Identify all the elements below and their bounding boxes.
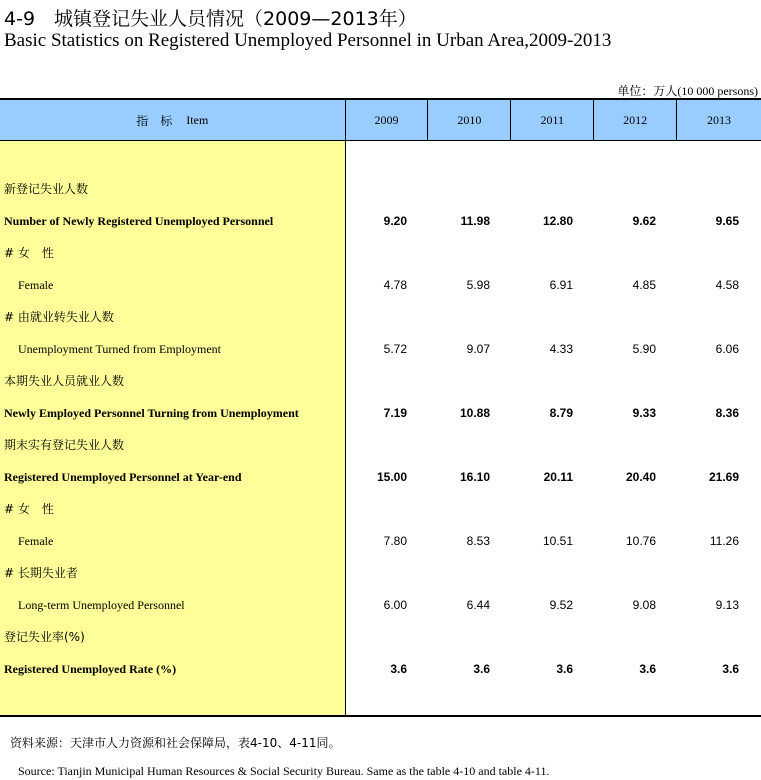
row-label-cn-female-1: # 女 性 [4,246,54,260]
row-label-en-newly-registered: Number of Newly Registered Unemployed Personnel [4,214,274,228]
header-item-english: Item [186,112,209,127]
value-cell: 9.33 [632,406,656,420]
value-cell: 9.08 [632,598,656,612]
value-cell: 8.79 [549,406,573,420]
value-cell: 8.53 [466,534,490,548]
value-cell: 5.98 [466,278,490,292]
value-cell: 9.52 [549,598,573,612]
row-label-cn-unemployed-rate: 登记失业率(%) [4,630,85,644]
values-area [346,141,761,715]
header-item-chinese: 指 标 [136,113,173,128]
value-cell: 3.6 [639,662,656,676]
value-cell: 8.36 [715,406,739,420]
page-title-chinese: 4-9 城镇登记失业人员情况（2009—2013年） [4,8,417,30]
value-cell: 10.76 [625,534,656,548]
source-note-chinese: 资料来源：天津市人力资源和社会保障局，表4-10、4-11同。 [10,736,341,750]
row-label-cn-female-2: # 女 性 [4,502,54,516]
value-cell: 4.58 [715,278,739,292]
value-cell: 12.80 [542,214,573,228]
unit-label-english: (10 000 persons) [677,84,758,98]
table-row [346,468,761,486]
table-header-row [0,100,761,141]
value-cell: 7.80 [383,534,407,548]
header-year-2012: 2012 [594,100,677,140]
table-row [346,276,761,294]
header-year-2009: 2009 [346,100,429,140]
value-cell: 10.51 [542,534,573,548]
value-cell: 9.62 [632,214,656,228]
value-cell: 5.72 [383,342,407,356]
header-item-cell [0,100,346,140]
table-row [346,340,761,358]
value-cell: 9.13 [715,598,739,612]
table-row [346,532,761,550]
value-cell: 10.88 [459,406,490,420]
value-cell: 4.33 [549,342,573,356]
row-label-en-unemployed-rate: Registered Unemployed Rate (%) [4,662,177,676]
value-cell: 9.65 [715,214,739,228]
table-body [0,141,761,715]
value-cell: 5.90 [632,342,656,356]
value-cell: 9.07 [466,342,490,356]
value-cell: 21.69 [708,470,739,484]
row-label-en-female-2: Female [18,534,54,548]
value-cell: 3.6 [390,662,407,676]
unit-label-chinese: 单位：万人 [617,84,678,98]
header-year-2011: 2011 [511,100,594,140]
row-label-cn-year-end: 期末实有登记失业人数 [4,438,125,452]
row-label-en-turned-from-employment: Unemployment Turned from Employment [18,342,221,356]
value-cell: 4.85 [632,278,656,292]
value-cell: 11.26 [709,534,739,548]
value-cell: 9.20 [383,214,407,228]
value-cell: 3.6 [722,662,739,676]
table-row [346,404,761,422]
value-cell: 4.78 [383,278,407,292]
page-title-english: Basic Statistics on Registered Unemployed Personnel in Urban Area,2009-2013 [4,30,612,51]
row-label-en-newly-employed: Newly Employed Personnel Turning from Unemployment [4,406,299,420]
row-label-cn-newly-registered: 新登记失业人数 [4,182,89,196]
value-cell: 15.00 [376,470,407,484]
row-label-en-long-term: Long-term Unemployed Personnel [18,598,185,612]
row-label-cn-newly-employed: 本期失业人员就业人数 [4,374,125,388]
value-cell: 3.6 [556,662,573,676]
value-cell: 6.44 [466,598,490,612]
value-cell: 20.40 [625,470,656,484]
value-cell: 6.06 [715,342,739,356]
value-cell: 6.00 [383,598,407,612]
statistics-table [0,98,761,717]
source-note-english: Source: Tianjin Municipal Human Resources & Social Security Bureau. Same as the table 4-10 and table 4-11. [18,764,550,778]
value-cell: 20.11 [543,470,573,484]
value-cell: 11.98 [460,214,490,228]
row-label-en-year-end: Registered Unemployed Personnel at Year-end [4,470,242,484]
value-cell: 7.19 [383,406,407,420]
row-label-en-female-1: Female [18,278,54,292]
row-label-cn-turned-from-employment: # 由就业转失业人数 [4,310,114,324]
value-cell: 6.91 [549,278,573,292]
row-label-cn-long-term: # 长期失业者 [4,566,78,580]
unit-label [617,82,758,99]
value-cell: 16.10 [459,470,490,484]
header-year-2010: 2010 [428,100,511,140]
table-row [346,212,761,230]
table-row [346,596,761,614]
item-column [0,141,346,715]
header-year-2013: 2013 [707,112,732,127]
value-cell: 3.6 [473,662,490,676]
table-row [346,660,761,678]
